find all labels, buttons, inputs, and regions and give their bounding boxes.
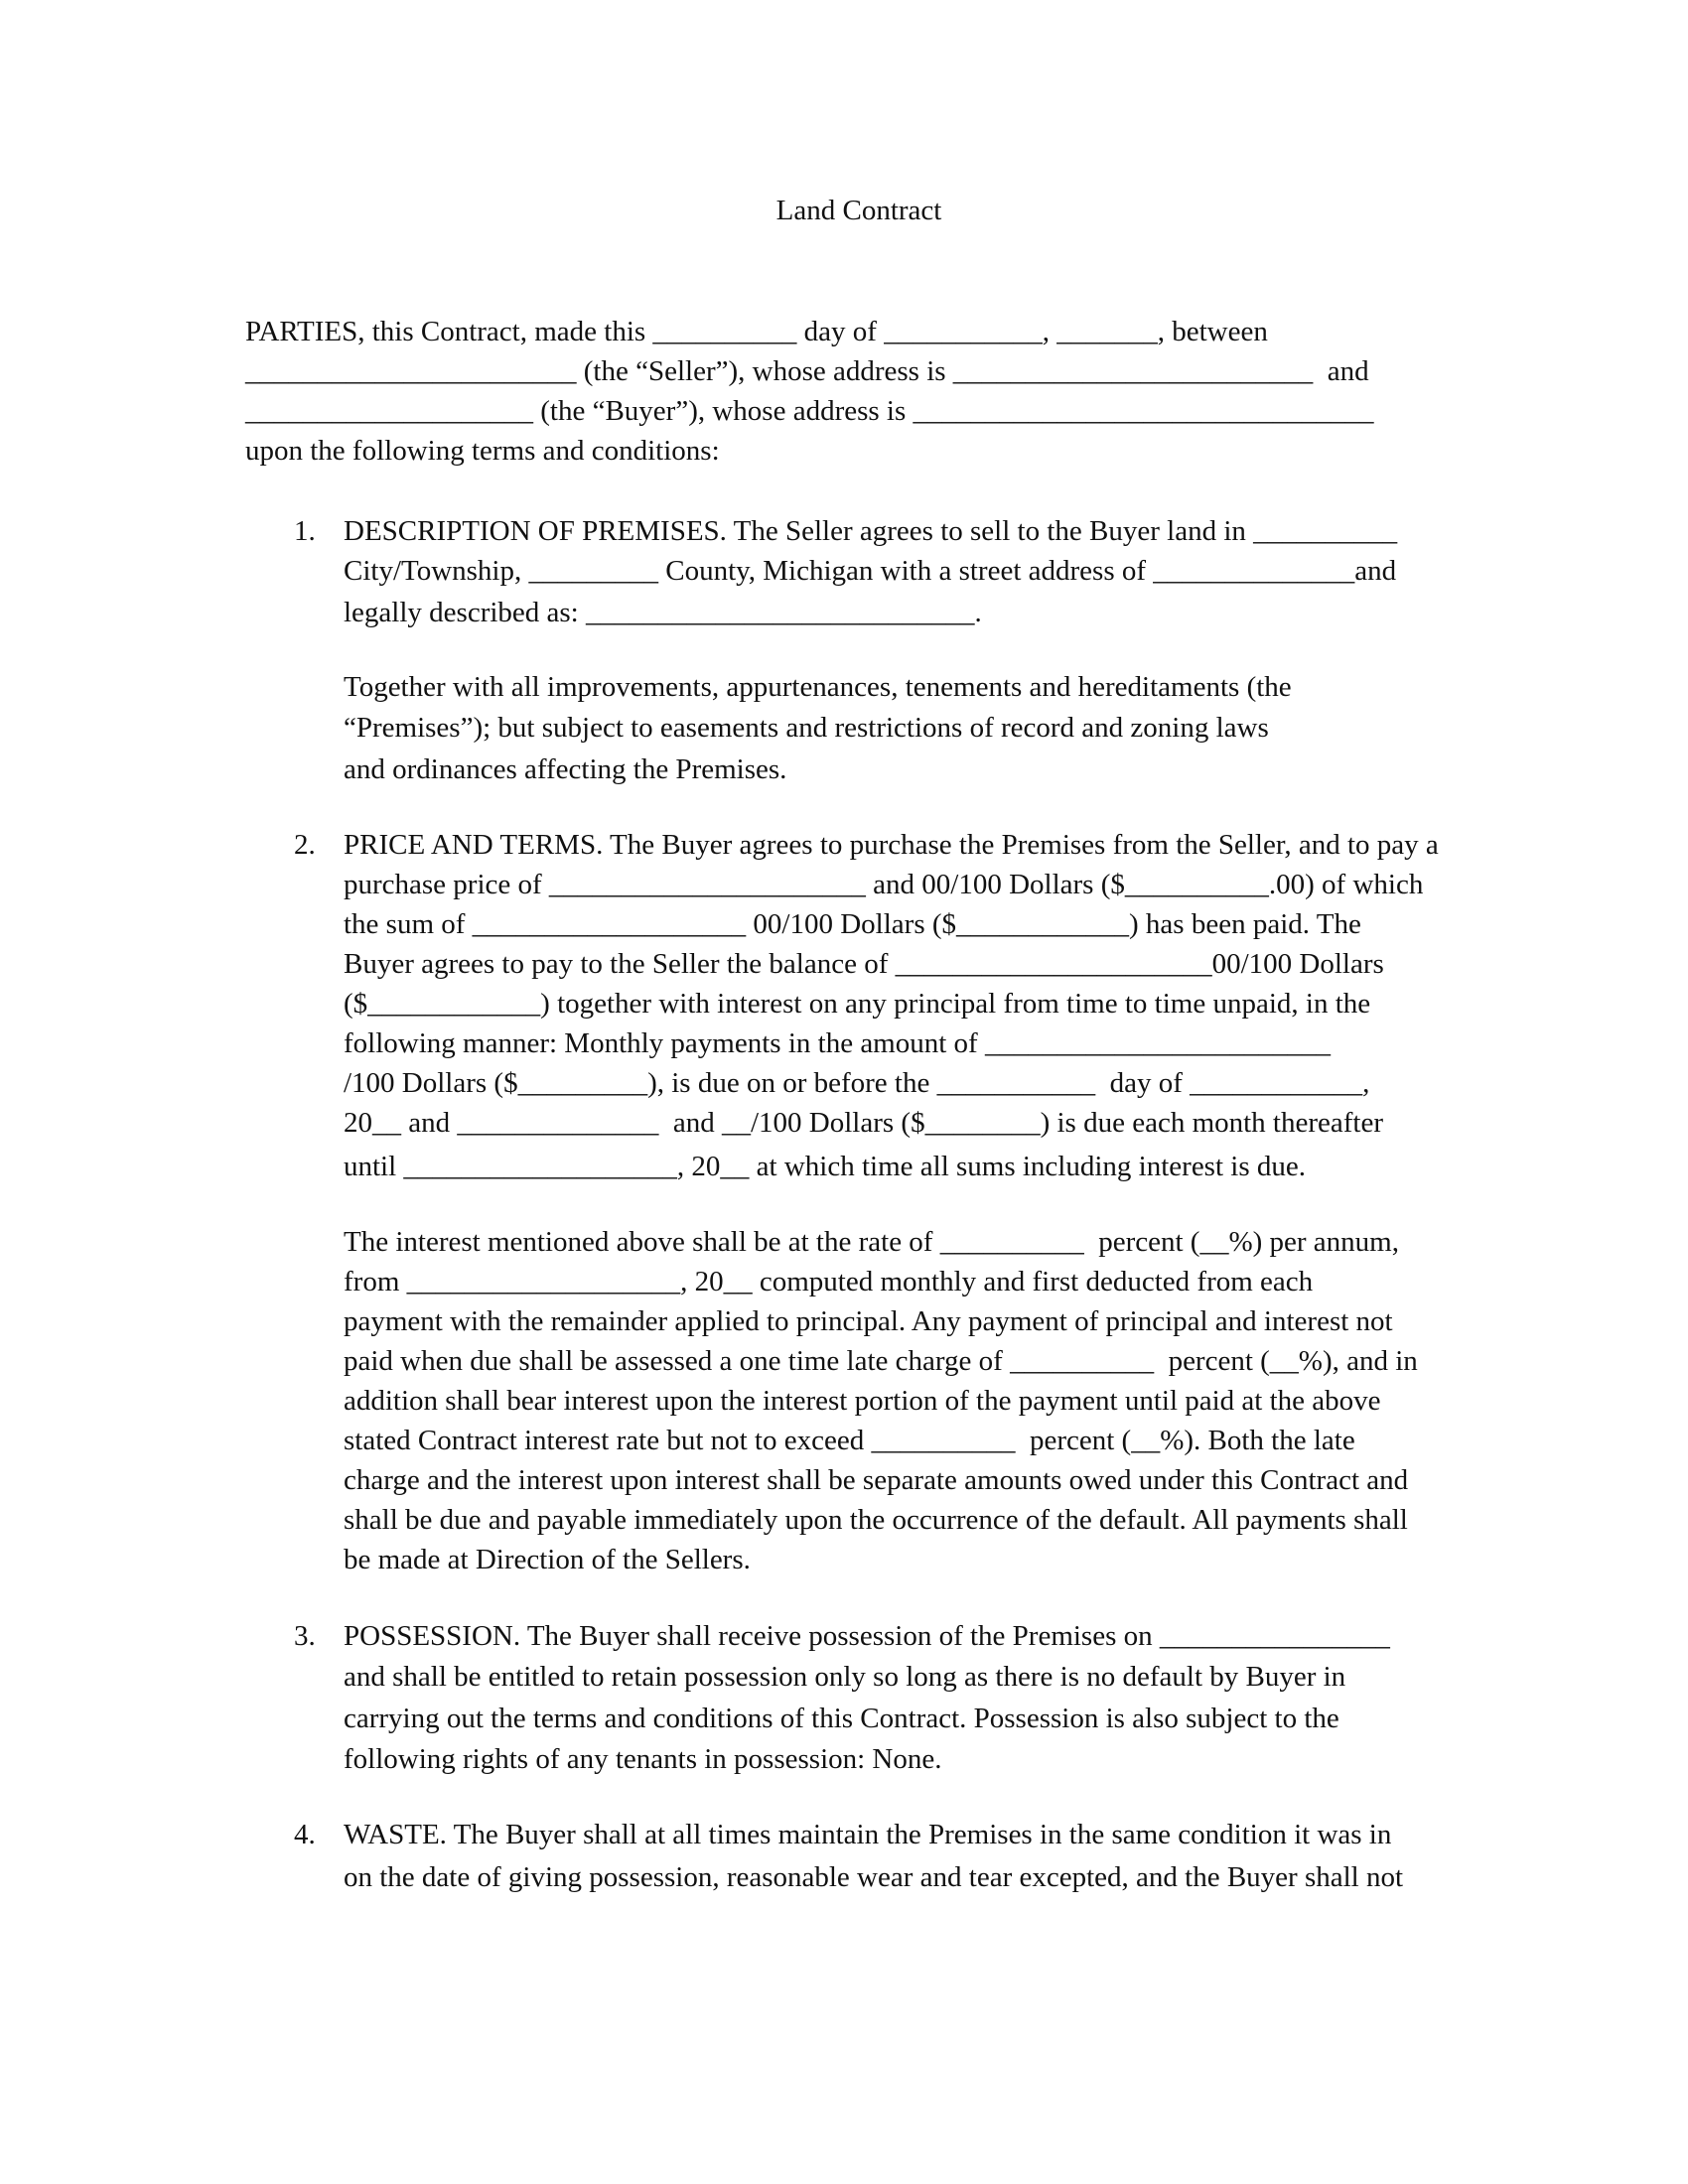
section-2-line: following manner: Monthly payments in the amount of ________________________	[344, 1027, 1331, 1059]
section-1-line: legally described as: ___________________________.	[344, 597, 982, 628]
section-2-line: Buyer agrees to pay to the Seller the balance of ______________________00/100 Dollars	[344, 948, 1384, 980]
section-2-line: purchase price of ______________________ and 00/100 Dollars ($__________.00) of which	[344, 869, 1424, 900]
section-2-line: until ___________________, 20__ at which time all sums including interest is due.	[344, 1151, 1306, 1182]
section-1-line: and ordinances affecting the Premises.	[344, 753, 787, 785]
section-4-line: WASTE. The Buyer shall at all times maintain the Premises in the same condition it was in	[344, 1819, 1392, 1850]
section-2-line: addition shall bear interest upon the interest portion of the payment until paid at the above	[344, 1385, 1381, 1417]
section-1-line: DESCRIPTION OF PREMISES. The Seller agrees to sell to the Buyer land in __________	[344, 515, 1398, 547]
section-1-line: “Premises”); but subject to easements and restrictions of record and zoning laws	[344, 712, 1269, 744]
parties-line-1: PARTIES, this Contract, made this __________ day of ___________, _______, between	[245, 316, 1268, 347]
section-2-line: shall be due and payable immediately upon the occurrence of the default. All payments shall	[344, 1504, 1408, 1536]
parties-line-4: upon the following terms and conditions:	[245, 435, 720, 467]
section-1-line: Together with all improvements, appurtenances, tenements and hereditaments (the	[344, 671, 1292, 703]
parties-line-2: _______________________ (the “Seller”), whose address is _________________________ and	[245, 355, 1369, 387]
section-2-line: stated Contract interest rate but not to exceed __________ percent (__%). Both the late	[344, 1425, 1355, 1456]
section-2-line: PRICE AND TERMS. The Buyer agrees to purchase the Premises from the Seller, and to pay a	[344, 829, 1439, 861]
section-4-line: on the date of giving possession, reasonable wear and tear excepted, and the Buyer shall not	[344, 1861, 1404, 1893]
section-number: 2.	[294, 829, 316, 861]
section-2-line: be made at Direction of the Sellers.	[344, 1544, 751, 1575]
document-title: Land Contract	[775, 195, 942, 226]
section-1-line: City/Township, _________ County, Michigan with a street address of ______________and	[344, 555, 1397, 587]
section-number: 4.	[294, 1819, 316, 1850]
section-2-line: payment with the remainder applied to principal. Any payment of principal and interest not	[344, 1305, 1393, 1337]
section-2-line: paid when due shall be assessed a one time late charge of __________ percent (__%), and in	[344, 1345, 1418, 1377]
section-number: 1.	[294, 515, 316, 547]
section-2-line: charge and the interest upon interest shall be separate amounts owed under this Contract and	[344, 1464, 1409, 1496]
section-2-line: /100 Dollars ($_________), is due on or before the ___________ day of ____________,	[344, 1067, 1370, 1099]
section-2-line: 20__ and ______________ and __/100 Dollars ($________) is due each month thereafter	[344, 1107, 1384, 1139]
section-3-line: carrying out the terms and conditions of this Contract. Possession is also subject to the	[344, 1703, 1339, 1734]
section-number: 3.	[294, 1620, 316, 1652]
section-3-line: and shall be entitled to retain possession only so long as there is no default by Buyer in	[344, 1661, 1346, 1693]
section-2-line: from ___________________, 20__ computed monthly and first deducted from each	[344, 1266, 1314, 1297]
section-3-line: POSSESSION. The Buyer shall receive possession of the Premises on ________________	[344, 1620, 1390, 1652]
section-3-line: following rights of any tenants in possession: None.	[344, 1743, 942, 1775]
parties-line-3: ____________________ (the “Buyer”), whose address is ________________________________	[245, 395, 1374, 427]
section-2-line: The interest mentioned above shall be at the rate of __________ percent (__%) per annum,	[344, 1226, 1399, 1258]
section-2-line: ($____________) together with interest on any principal from time to time unpaid, in the	[344, 988, 1371, 1020]
section-2-line: the sum of ___________________ 00/100 Dollars ($____________) has been paid. The	[344, 908, 1361, 940]
